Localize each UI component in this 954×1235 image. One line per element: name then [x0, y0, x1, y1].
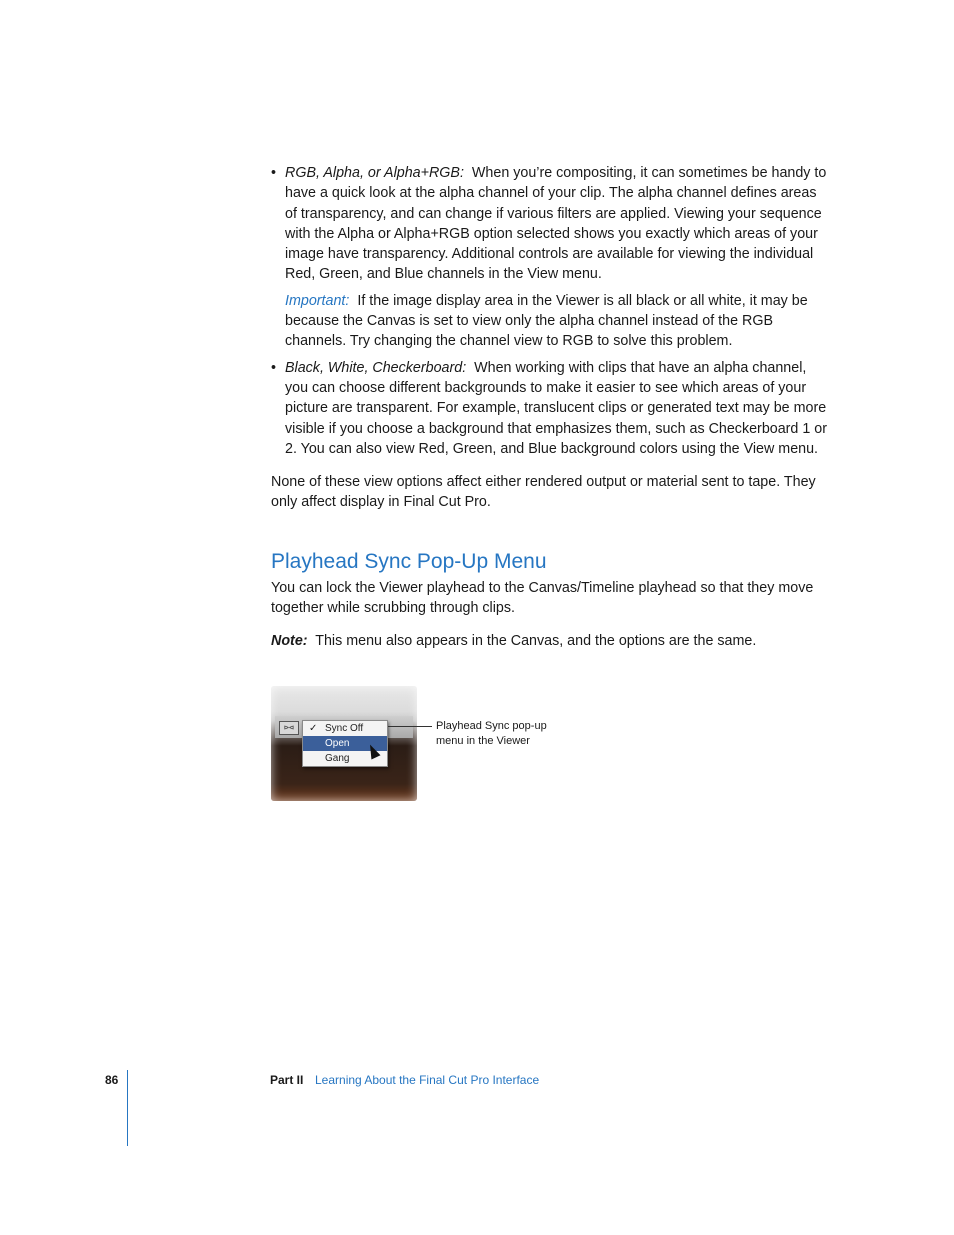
bullet-dot: •: [271, 359, 277, 376]
important-lead: Important:: [285, 292, 350, 309]
important-note: [285, 291, 827, 352]
intro-paragraph: You can lock the Viewer playhead to the Canvas/Timeline playhead so that they move together while scrubbing through clips.: [271, 579, 814, 617]
important-text: If the image display area in the Viewer is all black or all white, it may be because the Canvas is set to view only the alpha channel instead of the RGB channels. Try changing the channel view to RGB to solve this problem.: [285, 292, 808, 350]
bullet-lead: Black, White, Checkerboard:: [285, 359, 467, 376]
page-body: [271, 163, 827, 652]
bullet-dot: •: [271, 165, 277, 181]
footer-part-title[interactable]: Learning About the Final Cut Pro Interface: [315, 1073, 540, 1087]
playhead-sync-screenshot: [271, 686, 417, 801]
menu-item-label: Sync Off: [325, 723, 364, 734]
section-heading: Playhead Sync Pop-Up Menu: [271, 549, 547, 573]
menu-item-label: Gang: [325, 753, 350, 764]
callout-line: [388, 726, 432, 727]
bullet-background: [271, 358, 827, 459]
footer-part: Part II: [270, 1073, 304, 1087]
figure-callout: Playhead Sync pop-up menu in the Viewer: [436, 720, 547, 747]
note-text: This menu also appears in the Canvas, and the options are the same.: [315, 633, 757, 650]
playhead-sync-icon[interactable]: ⊳⊲: [279, 721, 299, 735]
bullet-text: When working with clips that have an alpha channel, you can choose different backgrounds to make it easier to see which areas of your picture are transparent. For example, translucent clips or generated text may be more visible if you choose a background that emphasizes them, such as Checkerboard 1 or 2. You can also view Red, Green, and Blue background colors using the View menu.: [285, 359, 827, 457]
note-lead: Note:: [271, 633, 308, 650]
bullet-rgb-alpha: [271, 163, 827, 285]
note-paragraph: [271, 631, 827, 651]
menu-item-label: Open: [325, 738, 350, 749]
page-number: 86: [105, 1073, 119, 1087]
summary-paragraph: None of these view options affect either rendered output or material sent to tape. They only affect display in Final Cut Pro.: [271, 474, 816, 511]
footer-rule: [127, 1070, 128, 1146]
bullet-lead: RGB, Alpha, or Alpha+RGB:: [285, 165, 464, 181]
check-icon: ✓: [309, 723, 318, 734]
bullet-text: When you’re compositing, it can sometimes be handy to have a quick look at the alpha channel of your clip. The alpha channel defines areas of transparency, and can change if various filters are applied. Viewing your sequence with the Alpha or Alpha+RGB option selected shows you exactly which areas of your image have transparency. Additional controls are available for viewing the individual Red, Green, and Blue channels in the View menu.: [285, 165, 827, 283]
menu-item-sync-off[interactable]: [303, 721, 387, 736]
